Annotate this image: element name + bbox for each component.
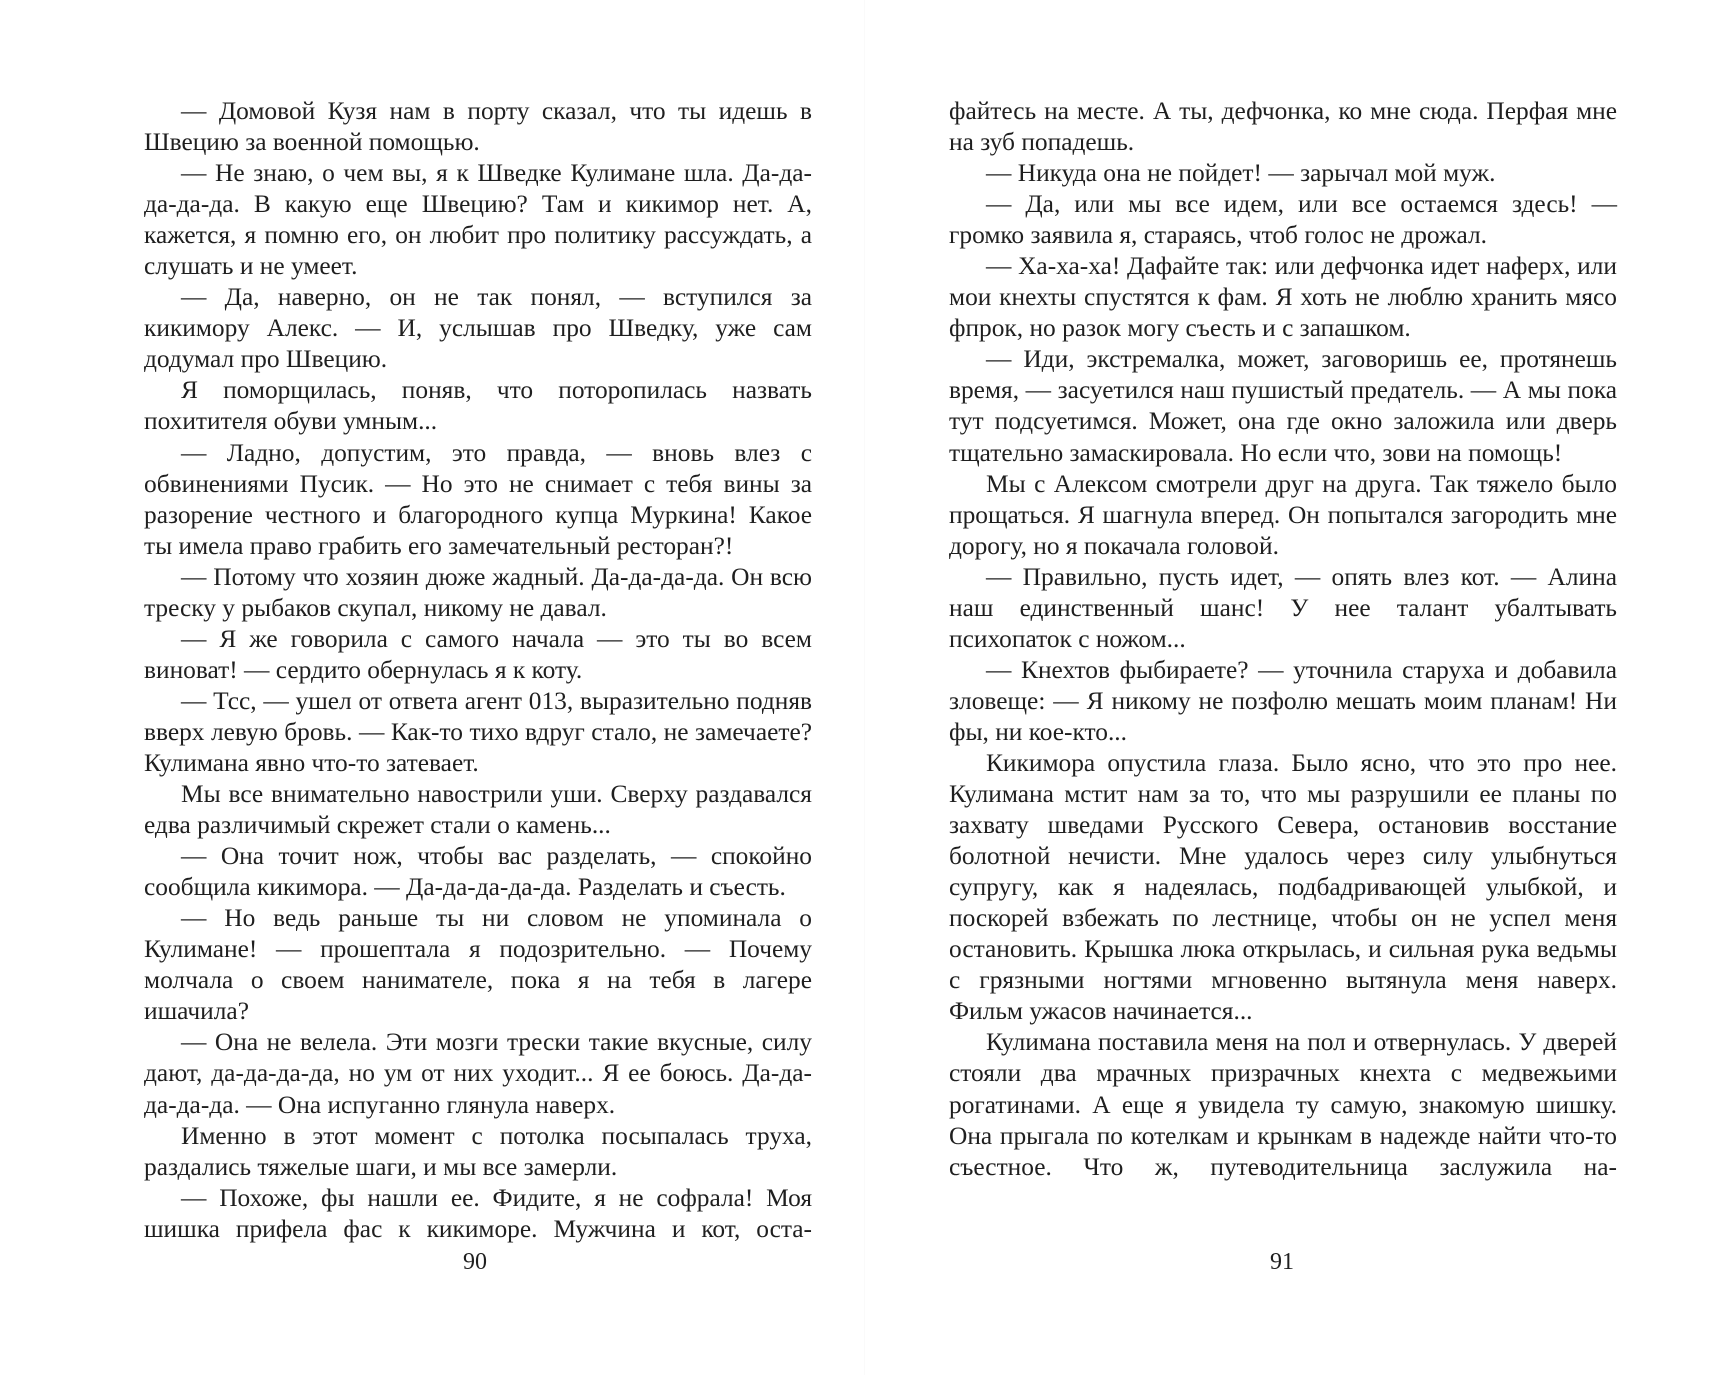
page-number-left: 90 bbox=[463, 1249, 487, 1275]
paragraph: Мы с Алексом смотрели друг на друга. Так тяжело было прощаться. Я шагнула вперед. Он попытался загородить мне дорогу, но я покачала головой. bbox=[949, 469, 1617, 560]
left-page bbox=[144, 96, 812, 1245]
paragraph: — Она не велела. Эти мозги трески такие вкусные, силу дают, да-да-да-да, но ум от них уходит... Я ее боюсь. Да-да-да-да-да. — Она испуганно глянула наверх. bbox=[144, 1028, 812, 1119]
paragraph: — Похоже, фы нашли ее. Фидите, я не софрала! Моя шишка прифела фас к кикиморе. Мужчина и кот, оста- bbox=[144, 1183, 812, 1243]
paragraph: Я поморщилась, поняв, что поторопилась назвать похитителя обуви умным... bbox=[144, 376, 812, 436]
paragraph: — Но ведь раньше ты ни словом не упоминала о Кулимане! — прошептала я подозрительно. — Почему молчала о своем нанимателе, пока я на тебя в лагере ишачила? bbox=[144, 904, 812, 1026]
page-number-right: 91 bbox=[1270, 1249, 1294, 1275]
paragraph: — Правильно, пусть идет, — опять влез кот. — Алина наш единственный шанс! У нее талант убалтывать психопаток с ножом... bbox=[949, 562, 1617, 653]
paragraph: файтесь на месте. А ты, дефчонка, ко мне сюда. Перфая мне на зуб попадешь. bbox=[949, 97, 1617, 157]
paragraph: Мы все внимательно навострили уши. Сверху раздавался едва различимый скрежет стали о камень... bbox=[144, 780, 812, 840]
paragraph: — Не знаю, о чем вы, я к Шведке Кулимане шла. Да-да-да-да-да. В какую еще Швецию? Там и кикимор нет. А, кажется, я помню его, он любит про политику рассуждать, а слушать и не умеет. bbox=[144, 159, 812, 281]
paragraph: — Тсс, — ушел от ответа агент 013, выразительно подняв вверх левую бровь. — Как-то тихо вдруг стало, не замечаете? Кулимана явно что-то затевает. bbox=[144, 686, 812, 777]
right-page bbox=[949, 96, 1617, 1183]
paragraph: — Я же говорила с самого начала — это ты во всем виноват! — сердито обернулась я к коту. bbox=[144, 624, 812, 684]
paragraph: — Ха-ха-ха! Дафайте так: или дефчонка идет наферх, или мои кнехты спустятся к фам. Я хоть не люблю хранить мясо фпрок, но разок могу съесть и с запашком. bbox=[949, 252, 1617, 343]
paragraph: Кикимора опустила глаза. Было ясно, что это про нее. Кулимана мстит нам за то, что мы разрушили ее планы по захвату шведами Русского Севера, остановив восстание болотной нечисти. Мне удалось через силу улыбнуться супругу, как я надеялась, подбадривающей улыбкой, и поскорей взбежать по лестнице, чтобы он не успел меня остановить. Крышка люка открылась, и сильная рука ведьмы с грязными ногтями мгновенно вытянула меня наверх. Фильм ужасов начинается... bbox=[949, 748, 1617, 1026]
paragraph: — Да, наверно, он не так понял, — вступился за кикимору Алекс. — И, услышав про Шведку, уже сам додумал про Швецию. bbox=[144, 283, 812, 374]
paragraph: Кулимана поставила меня на пол и отвернулась. У дверей стояли два мрачных призрачных кнехта с медвежьими рогатинами. А еще я увидела ту самую, знакомую шишку. Она прыгала по котелкам и крынкам в надежде найти что-то съестное. Что ж, путеводительница заслужила на- bbox=[949, 1028, 1617, 1181]
paragraph: — Кнехтов фыбираете? — уточнила старуха и добавила зловеще: — Я никому не позфолю мешать моим планам! Ни фы, ни кое-кто... bbox=[949, 655, 1617, 746]
paragraph: — Да, или мы все идем, или все остаемся здесь! — громко заявила я, стараясь, чтоб голос не дрожал. bbox=[949, 190, 1617, 250]
book-gutter bbox=[864, 0, 865, 1375]
paragraph: Именно в этот момент с потолка посыпалась труха, раздались тяжелые шаги, и мы все замерли. bbox=[144, 1121, 812, 1181]
paragraph: — Потому что хозяин дюже жадный. Да-да-да-да. Он всю треску у рыбаков скупал, никому не давал. bbox=[144, 562, 812, 622]
paragraph: — Иди, экстремалка, может, заговоришь ее, протянешь время, — засуетился наш пушистый предатель. — А мы пока тут подсуетимся. Может, она где окно заложила или дверь тщательно замаскировала. Но если что, зови на помощь! bbox=[949, 345, 1617, 467]
paragraph: — Никуда она не пойдет! — зарычал мой муж. bbox=[986, 159, 1496, 188]
paragraph: — Домовой Кузя нам в порту сказал, что ты идешь в Швецию за военной помощью. bbox=[144, 97, 812, 157]
paragraph: — Ладно, допустим, это правда, — вновь влез с обвинениями Пусик. — Но это не снимает с тебя вины за разорение честного и благородного купца Муркина! Какое ты имела право грабить его замечательный ресторан?! bbox=[144, 438, 812, 560]
paragraph: — Она точит нож, чтобы вас разделать, — спокойно сообщила кикимора. — Да-да-да-да-да. Разделать и съесть. bbox=[144, 842, 812, 902]
